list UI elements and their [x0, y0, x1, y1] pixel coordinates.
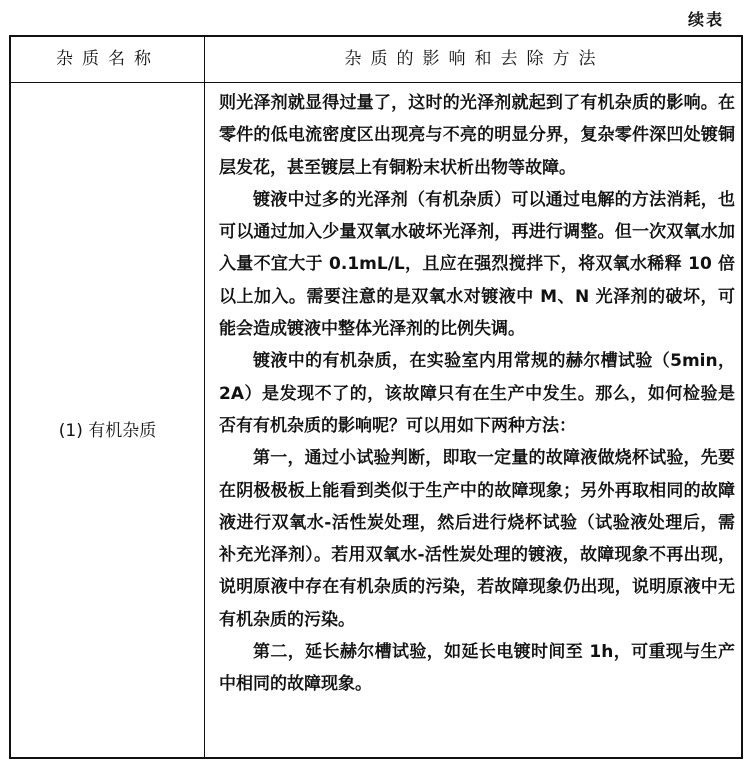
- paragraph-electrolysis: 镀液中过多的光泽剂（有机杂质）可以通过电解的方法消耗，也可以通过加入少量双氧水破坏光泽剂，再进行调整。但一次双氧水加入量不宜大于 0.1mL/L，且应在强烈搅拌下，将双氧水稀释 10 倍以上加入。需要注意的是双氧水对镀液中 M、N 光泽剂的破坏，可能会造成镀液中整体光泽剂的比例失调。: [219, 189, 735, 340]
- table-caption: 续表: [687, 10, 724, 29]
- paragraph-method-two: 第二，延长赫尔槽试验，如延长电镀时间至 1h，可重现与生产中相同的故障现象。: [219, 642, 735, 695]
- header-impurity-name: 杂质名称: [56, 49, 160, 69]
- paragraph-hull-cell: 镀液中的有机杂质，在实验室内用常规的赫尔槽试验（5min，2A）是发现不了的，该故障只有在生产中发生。那么，如何检验是否有有机杂质的影响呢？可以用如下两种方法：: [219, 351, 735, 436]
- column-divider: [204, 37, 205, 757]
- impurity-table: [9, 35, 743, 759]
- effect-description-cell: [219, 87, 735, 701]
- paragraph-method-one: 第一，通过小试验判断，即取一定量的故障液做烧杯试验，先要在阴极极板上能看到类似于生产中的故障现象；另外再取相同的故障液进行双氧水-活性炭处理，然后进行烧杯试验（试验液处理后，需补充光泽剂）。若用双氧水-活性炭处理的镀液，故障现象不再出现，说明原液中存在有机杂质的污染，若故障现象仍出现，说明原液中无有机杂质的污染。: [219, 448, 735, 630]
- impurity-name-cell: (1) 有机杂质: [58, 420, 157, 441]
- paragraph-continuation: 则光泽剂就显得过量了，这时的光泽剂就起到了有机杂质的影响。在零件的低电流密度区出现亮与不亮的明显分界，复杂零件深凹处镀铜层发花，甚至镀层上有铜粉末状析出物等故障。: [219, 93, 735, 178]
- table-header-row: [11, 37, 741, 83]
- header-effect-and-removal: 杂质的影响和去除方法: [344, 49, 605, 69]
